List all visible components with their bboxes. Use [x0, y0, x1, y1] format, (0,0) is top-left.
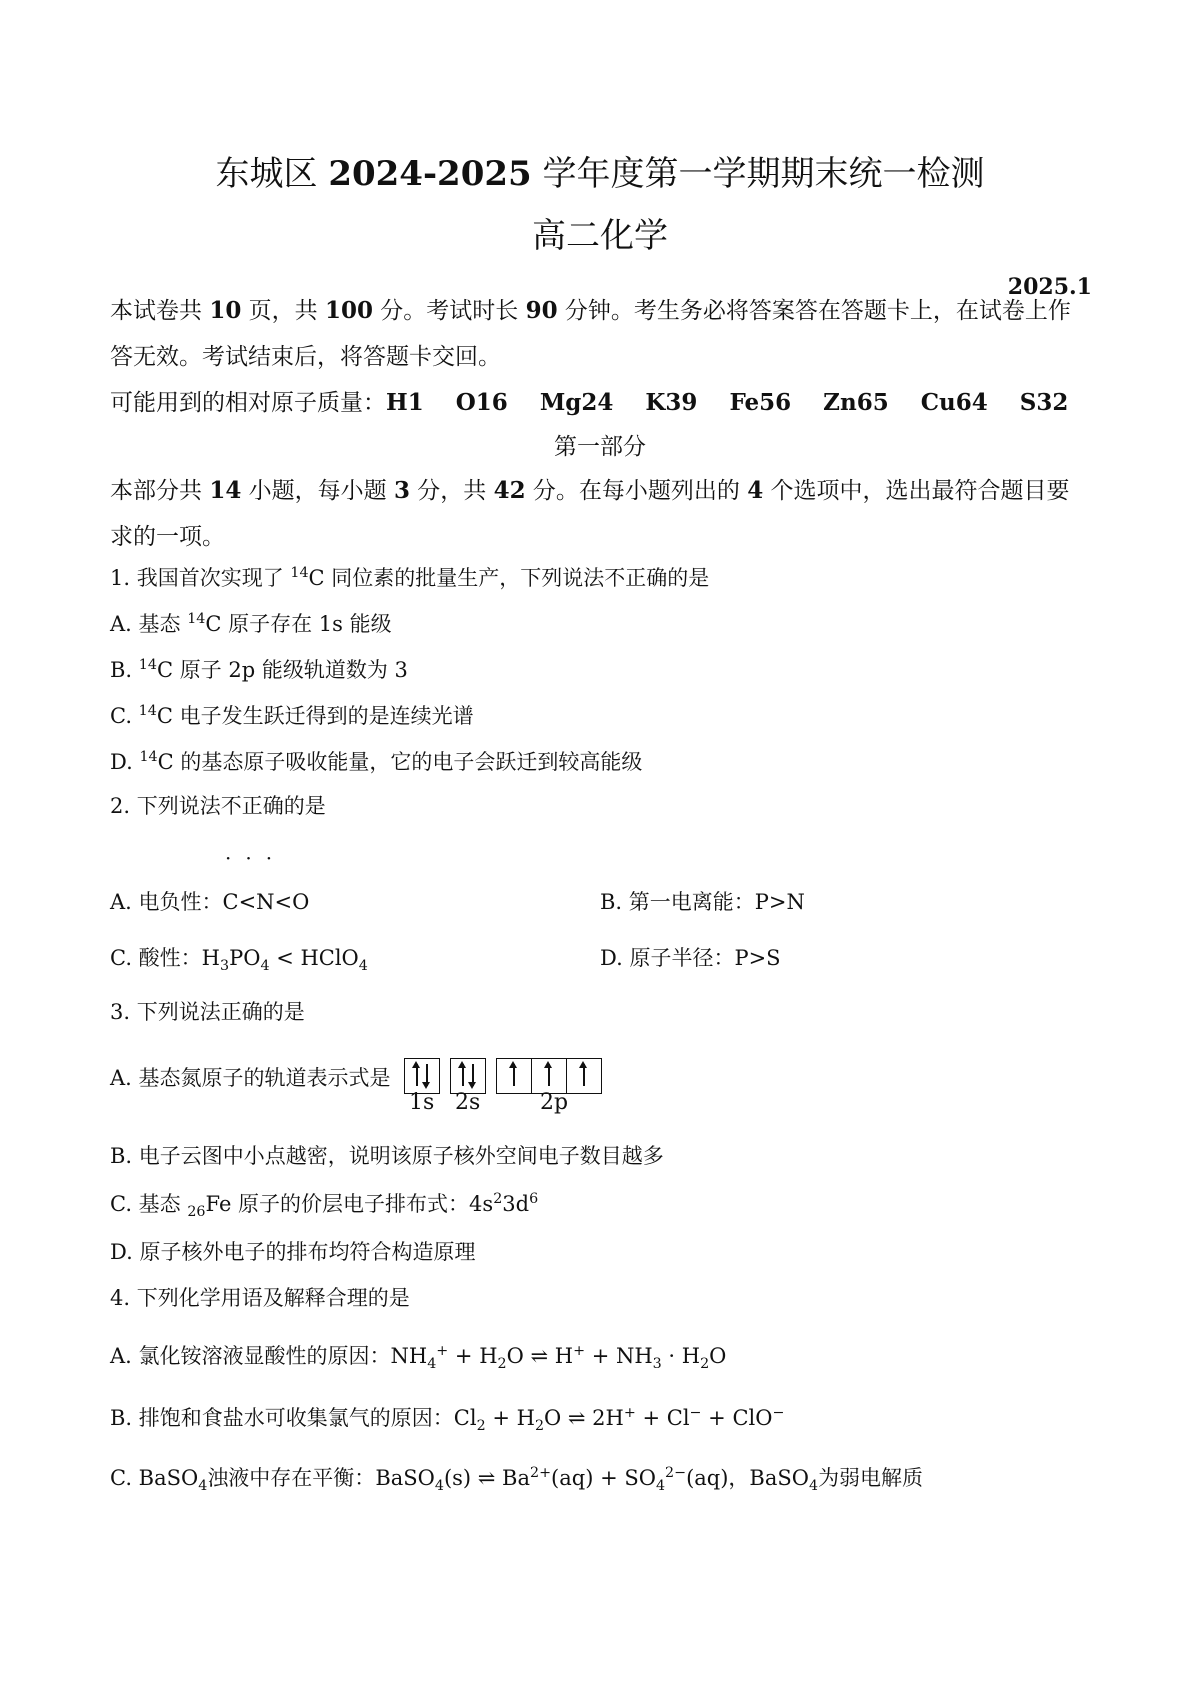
- part-desc-2: 求的一项。: [110, 524, 225, 550]
- atomic-masses: 可能用到的相对原子质量：H1 O16 Mg24 K39 Fe56 Zn65 Cu64 S32: [110, 389, 1069, 416]
- q2-option-b: B. 第一电离能：P>N: [600, 890, 805, 914]
- orbital-box-1s: [404, 1058, 440, 1094]
- q3-option-a: A. 基态氮原子的轨道表示式是: [110, 1066, 391, 1090]
- orbital-label-2p: 2p: [540, 1090, 569, 1115]
- q4-c-equation: BaSO$_4$(s) ⇌ $Ba^{2+}(aq) + SO_4^{2-}(aq)$: [375, 1465, 729, 1495]
- orbital-box-2s: [450, 1058, 486, 1094]
- emphasis-dots: ···: [225, 846, 287, 870]
- q3-option-c: C. 基态 $_{26}$Fe 原子的价层电子排布式：$4s^23d^6$: [110, 1191, 539, 1221]
- q4-option-b: B. 排饱和食盐水可收集氯气的原因：$Cl_2 + H_2O$ ⇌ 2H+ + Cl− + ClO−: [110, 1405, 785, 1435]
- exam-subtitle: 高二化学: [532, 216, 668, 256]
- q2-option-c: C. 酸性：$H_3PO_4$ < HClO$_4$: [110, 946, 368, 975]
- q2-option-a: A. 电负性：C<N<O: [110, 890, 310, 914]
- q2-c-formula: $H_3PO_4$ < HClO$_4$: [201, 946, 368, 975]
- q4-a-equation: $NH_4^+ + H_2O$ ⇌ $H^+ + NH_3 \cdot H_2O$: [390, 1343, 727, 1373]
- q4-b-equation: $Cl_2 + H_2O$ ⇌ 2H+ + Cl− + ClO−: [453, 1405, 785, 1435]
- exam-date: 2025.1: [1007, 274, 1092, 300]
- q3-stem: 3. 下列说法正确的是: [110, 1000, 305, 1024]
- orbital-label-1s: 1s: [409, 1090, 435, 1115]
- q4-stem: 4. 下列化学用语及解释合理的是: [110, 1286, 410, 1310]
- q3-option-b: B. 电子云图中小点越密，说明该原子核外空间电子数目越多: [110, 1144, 664, 1168]
- q4-option-a: A. 氯化铵溶液显酸性的原因：$NH_4^+ + H_2O$ ⇌ $H^+ + NH_3 \cdot H_2O$: [110, 1343, 727, 1373]
- q3-option-d: D. 原子核外电子的排布均符合构造原理: [110, 1240, 476, 1264]
- exam-title: 东城区 2024-2025 学年度第一学期期末统一检测: [215, 154, 985, 194]
- q2-stem: 2. 下列说法不正确的是: [110, 794, 326, 818]
- q1-option-a: A. 基态 $^{14}$C 原子存在 1s 能级: [110, 611, 392, 636]
- q1-option-c: C. $^{14}$C 电子发生跃迁得到的是连续光谱: [110, 703, 474, 728]
- q1-stem: 1. 我国首次实现了 $^{14}$C 同位素的批量生产，下列说法不正确的是: [110, 565, 710, 590]
- q2-option-d: D. 原子半径：P>S: [600, 946, 781, 970]
- intro-line-2: 答无效。考试结束后，将答题卡交回。: [110, 344, 501, 370]
- part-title: 第一部分: [554, 434, 646, 460]
- orbital-box-2p: [496, 1058, 602, 1094]
- orbital-label-2s: 2s: [455, 1090, 481, 1115]
- part-desc-1: 本部分共 14 小题，每小题 3 分，共 42 分。在每小题列出的 4 个选项中，选出最符合题目要: [110, 477, 1070, 504]
- intro-line-1: 本试卷共 10 页，共 100 分。考试时长 90 分钟。考生务必将答案答在答题卡上，在试卷上作: [110, 297, 1071, 324]
- q1-option-d: D. $^{14}$C 的基态原子吸收能量，它的电子会跃迁到较高能级: [110, 749, 643, 774]
- q1-option-b: B. $^{14}$C 原子 2p 能级轨道数为 3: [110, 657, 408, 682]
- q4-option-c: C. BaSO$_4$浊液中存在平衡：BaSO$_4$(s) ⇌ $Ba^{2+}(aq) + SO_4^{2-}(aq)$，BaSO$_4$为弱电解质: [110, 1465, 924, 1495]
